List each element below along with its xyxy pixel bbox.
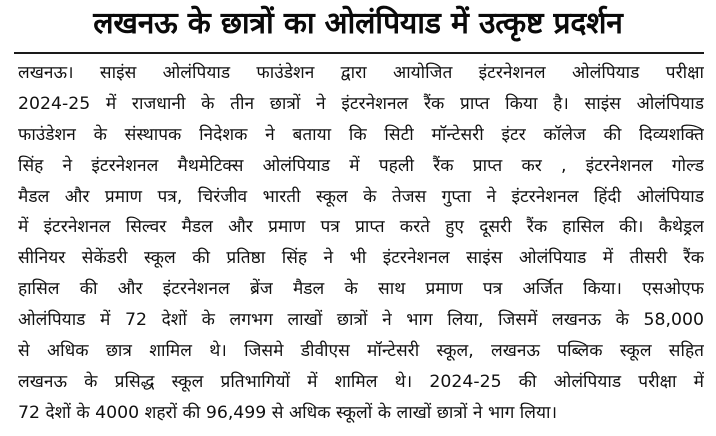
body-line: में इंटरनेशनल सिल्वर मैडल और प्रमाण पत्र प्राप्त करते हुए दूसरी रैंक हासिल की। कैथेड्रल: [18, 217, 704, 238]
body-line: 72 देशों के 4000 शहरों की 96,499 से अधिक स्कूलों के लाखों छात्रों ने भाग लिया।: [18, 402, 558, 423]
headline: लखनऊ के छात्रों का ओलंपियाड में उत्कृष्ट प्रदर्शन: [93, 6, 623, 41]
article-body: [18, 58, 704, 429]
body-line: फाउंडेशन के संस्थापक निदेशक ने बताया कि सिटी मॉन्टेसरी इंटर कॉलेज की दिव्यशक्ति: [18, 124, 704, 145]
body-line: सिंह ने इंटरनेशनल मैथमेटिक्स ओलंपियाड में पहली रैंक प्राप्त कर , इंटरनेशनल गोल्ड: [18, 155, 704, 176]
body-line: सीनियर सेकेंडरी स्कूल की प्रतिष्ठा सिंह ने भी इंटरनेशनल साइंस ओलंपियाड में तीसरी रैंक: [18, 248, 704, 269]
body-line: लखनऊ। साइंस ओलंपियाड फाउंडेशन द्वारा आयोजित इंटरनेशनल ओलंपियाड परीक्षा: [18, 63, 704, 83]
body-line: हासिल की और इंटरनेशनल ब्रेंज मैडल के साथ प्रमाण पत्र अर्जित किया। एसओएफ: [18, 279, 704, 300]
body-line: ओलंपियाड में 72 देशों के लगभग लाखों छात्रों ने भाग लिया, जिसमें लखनऊ के 58,000: [18, 310, 704, 331]
headline-divider: [14, 52, 704, 54]
body-line: लखनऊ के प्रसिद्ध स्कूल प्रतिभागियों में शामिल थे। 2024-25 की ओलंपियाड परीक्षा में: [18, 371, 704, 392]
body-line: 2024-25 में राजधानी के तीन छात्रों ने इंटरनेशनल रैंक प्राप्त किया है। साइंस ओलंपियाड: [18, 93, 704, 114]
body-line: मैडल और प्रमाण पत्र, चिरंजीव भारती स्कूल के तेजस गुप्ता ने इंटरनेशनल हिंदी ओलंपियाड: [18, 186, 704, 207]
body-line: से अधिक छात्र शामिल थे। जिसमे डीवीएस मॉन्टेसरी स्कूल, लखनऊ पब्लिक स्कूल सहित: [18, 341, 704, 362]
